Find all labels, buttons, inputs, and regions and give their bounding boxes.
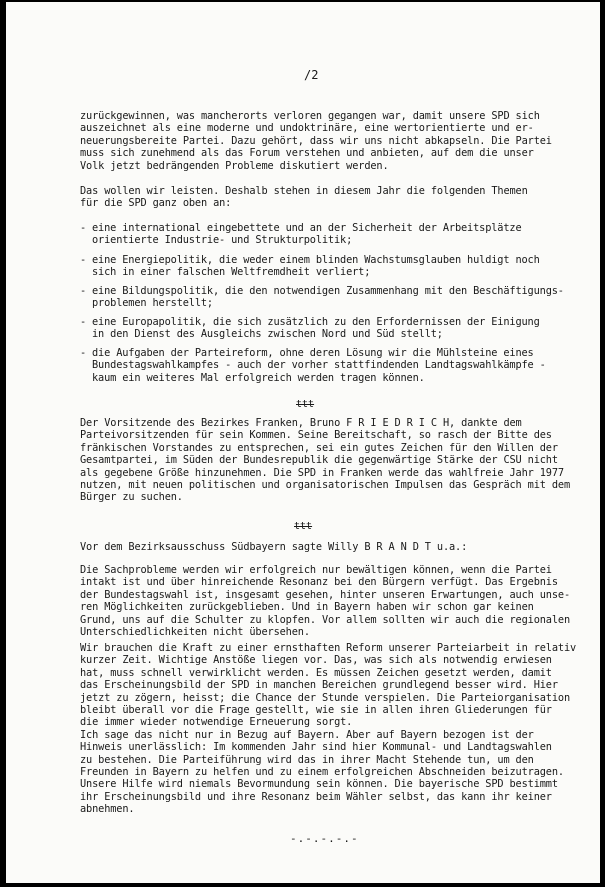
end-mark: -.-.-.-.- [290,832,359,845]
bullet-text: eine Energiepolitik, die weder einem blinden Wachstumsglauben huldigt noch sich in einer falschen Weltfremdheit verliert; [92,254,540,279]
paragraph-sachprobleme: Die Sachprobleme werden wir erfolgreich nur bewältigen können, wenn die Partei intakt ist und über hinreichende Resonanz bei den Bürgern verfügt. Das Ergebnis der Bundestagswahl ist, insgesamt gesehen, hinter unseren Erwartungen, auch unse- ren Möglichkeiten zurückgeblieben. Und in Bayern haben wir schon gar keinen Grund, uns auf die Schulter zu klopfen. Vor allem sollten wir auch die regionalen Unterschiedlichkeiten nicht übersehen. [80,564,570,639]
paragraph-themes-lead: Das wollen wir leisten. Deshalb stehen in diesem Jahr die folgenden Themen für die SPD ganz oben an: [80,185,528,210]
page-number: /2 [304,68,319,82]
paragraph-intro: zurückgewinnen, was mancherorts verloren gegangen war, damit unsere SPD sich auszeichnet als eine moderne und undoktrinäre, eine wertorientierte und er- neuerungsbereite Partei. Dazu gehört, dass wir uns nicht abkapseln. Die Partei muss sich zunehmend als das Forum verstehen und anbieten, auf dem die unser Volk jetzt bedrängenden Probleme diskutiert werden. [80,110,552,172]
bullet-text: die Aufgaben der Parteireform, ohne deren Lösung wir die Mühlsteine eines Bundestagswahlkampfes - auch der vorher stattfindenden Landtagswahlkämpfe - kaum ein weiteres Mal erfolgreich werden tragen können. [92,347,546,384]
document-page: /2 zurückgewinnen, was mancherorts verloren gegangen war, damit unsere SPD sich auszeichnet als eine moderne und undoktrinäre, eine wertorientierte und er- neuerungsbereite Partei. Dazu gehört, dass wir uns nicht abkapseln. Die Partei muss sich zunehmend als das Forum verstehen und anbieten, auf dem die unser Volk jetzt bedrängenden Probleme diskutiert werden. Das wollen wir leisten. Deshalb stehen in diesem Jahr die folgenden Themen für die SPD ganz oben an: - eine international eingebettete und an der Sicherheit der Arbeitsplätze orientierte Industrie- und Strukturpolitik; - eine Energiepolitik, die weder einem blinden Wachstumsglauben huldigt noch sich in einer falschen Weltfremdheit verliert; - eine Bildungspolitik, die den notwendigen Zusammenhang mit den Beschäftigungs- problemen herstellt; - eine Europapolitik, die sich zusätzlich zu den Erfordernissen der Einigung in den Dienst des Ausgleichs zwischen Nord und Süd stellt; - die Aufgaben der Parteireform, ohne deren Lösung wir die Mühlsteine eines Bundestagswahlkampfes - auch der vorher stattfindenden Landtagswahlkämpfe - kaum ein weiteres Mal erfolgreich werden tragen können. ttt Der Vorsitzende des Bezirkes Franken, Bruno F R I E D R I C H, dankte dem Parteivorsitzenden für sein Kommen. Seine Bereitschaft, so rasch der Bitte des fränkischen Vorstandes zu entsprechen, sei ein gutes Zeichen für den Willen der Gesamtpartei, im Süden der Bundesrepublik die gegenwärtige Stärke der CSU nicht als gegebene Größe hinzunehmen. Die SPD in Franken werde das wahlfreie Jahr 1977 nutzen, mit neuen politischen und organisatorischen Impulsen das Gespräch mit dem Bürger zu suchen. ttt Vor dem Bezirksausschuss Südbayern sagte Willy B R A N D T u.a.: Die Sachprobleme werden wir erfolgreich nur bewältigen können, wenn die Partei intakt ist und über hinreichende Resonanz bei den Bürgern verfügt. Das Ergebnis der Bundestagswahl ist, insgesamt gesehen, hinter unseren Erwartungen, auch unse- ren Möglichkeiten zurückgeblieben. Und in Bayern haben wir schon gar keinen Grund, uns auf die Schulter zu klopfen. Vor allem sollten wir auch die regionalen Unterschiedlichkeiten nicht übersehen. Wir brauchen die Kraft zu einer ernsthaften Reform unserer Parteiarbeit in relativ kurzer Zeit. Wichtige Anstöße liegen vor. Das, was sich als notwendig erwiesen hat, muss schnell verwirklicht werden. Es müssen Zeichen gesetzt werden, damit das Erscheinungsbild der SPD in manchen Bereichen grundlegend besser wird. Hier jetzt zu zögern, heisst; die Chance der Stunde verspielen. Die Parteiorganisation bleibt überall vor die Frage gestellt, wie sie in allen ihren Gliederungen für die immer wieder notwendige Erneuerung sorgt. Ich sage das nicht nur in Bezug auf Bayern. Aber auf Bayern bezogen ist der Hinweis unerlässlich: Im kommenden Jahr sind hier Kommunal- und Landtagswahlen zu bestehen. Die Parteiführung wird das in ihrer Macht Stehende tun, um den Freunden in Bayern zu helfen und zu einem erfolgreichen Abschneiden beizutragen. Unsere Hilfe wird niemals Bevormundung sein können. Die bayerische SPD bestimmt ihr Erscheinungsbild und ihre Resonanz beim Wähler selbst, das kann ihr keiner abnehmen. -.-.-.-.- [6,2,600,883]
bullet-text: eine Europapolitik, die sich zusätzlich zu den Erfordernissen der Einigung in den Dienst des Ausgleichs zwischen Nord und Süd stellt; [92,316,540,341]
paragraph-brandt-intro: Vor dem Bezirksausschuss Südbayern sagte Willy B R A N D T u.a.: [80,541,468,553]
paragraph-friedrich: Der Vorsitzende des Bezirkes Franken, Bruno F R I E D R I C H, dankte dem Parteivorsitzenden für sein Kommen. Seine Bereitschaft, so rasch der Bitte des fränkischen Vorstandes zu entsprechen, sei ein gutes Zeichen für den Willen der Gesamtpartei, im Süden der Bundesrepublik die gegenwärtige Stärke der CSU nicht als gegebene Größe hinzunehmen. Die SPD in Franken werde das wahlfreie Jahr 1977 nutzen, mit neuen politischen und organisatorischen Impulsen das Gespräch mit dem Bürger zu suchen. [80,417,570,504]
bullet-text: eine Bildungspolitik, die den notwendigen Zusammenhang mit den Beschäftigungs- problemen herstellt; [92,285,564,310]
section-separator: ttt [296,399,315,410]
bullet-text: eine international eingebettete und an der Sicherheit der Arbeitsplätze orientierte Industrie- und Strukturpolitik; [92,222,522,247]
paragraph-reform: Wir brauchen die Kraft zu einer ernsthaften Reform unserer Parteiarbeit in relativ kurzer Zeit. Wichtige Anstöße liegen vor. Das, was sich als notwendig erwiesen hat, muss schnell verwirklicht werden. Es müssen Zeichen gesetzt werden, damit das Erscheinungsbild der SPD in manchen Bereichen grundlegend besser wird. Hier jetzt zu zögern, heisst; die Chance der Stunde verspielen. Die Parteiorganisation bleibt überall vor die Frage gestellt, wie sie in allen ihren Gliederungen für die immer wieder notwendige Erneuerung sorgt. Ich sage das nicht nur in Bezug auf Bayern. Aber auf Bayern bezogen ist der Hinweis unerlässlich: Im kommenden Jahr sind hier Kommunal- und Landtagswahlen zu bestehen. Die Parteiführung wird das in ihrer Macht Stehende tun, um den Freunden in Bayern zu helfen und zu einem erfolgreichen Abschneiden beizutragen. Unsere Hilfe wird niemals Bevormundung sein können. Die bayerische SPD bestimmt ihr Erscheinungsbild und ihre Resonanz beim Wähler selbst, das kann ihr keiner abnehmen. [80,642,577,816]
section-separator: ttt [294,521,313,532]
